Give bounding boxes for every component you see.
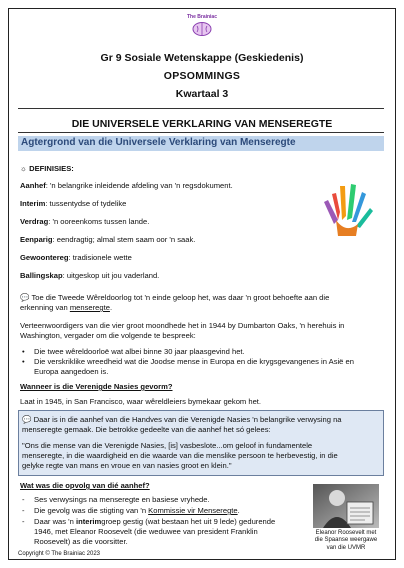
quote-intro-line2: menseregte gemaak. Die betrokke gedeelte van die aanhef het só gelees:	[22, 425, 271, 434]
definition-ballingskap: Ballingskap: uitgeskop uit jou vaderland.	[20, 271, 160, 280]
definition-interim: Interim: tussentydse of tydelike	[20, 199, 127, 208]
doc-type-title: OPSOMMINGS	[163, 70, 241, 82]
top-divider	[18, 108, 384, 109]
definition-verdrag: Verdrag: 'n ooreenkoms tussen lande.	[20, 217, 150, 226]
raised-hands-image	[318, 180, 376, 238]
photo-caption: Eleanor Roosevelt met die Spaanse weergawe van die UVMR	[314, 530, 378, 551]
definition-gewoontereg: Gewoontereg: tradisionele wette	[20, 253, 132, 262]
quote-text: "Ons die mense van die Verenigde Nasies, [is] vasbeslote...om geloof in fundamentele	[22, 441, 313, 450]
quote-intro: 💬 Daar is in die aanhef van die Handves van die Verenigde Nasies 'n belangrike verwysing na	[22, 415, 342, 424]
quote-text-line2: menseregte, in die waardigheid en die waarde van die menslike persoon te herbevestig, in die	[22, 451, 338, 460]
title-divider	[18, 132, 384, 133]
question-follow-up: Wat was die opvolg van dié aanhef?	[20, 481, 150, 490]
answer-un-formed: Laat in 1945, in San Francisco, waar wêreldleiers bymekaar gekom het.	[20, 397, 262, 406]
section-heading	[18, 136, 384, 151]
speech-bubble-icon: 💬	[20, 293, 30, 302]
term-title: Kwartaal 3	[175, 88, 229, 100]
paragraph-dumbarton: Verteenwoordigers van die vier groot moondhede het in 1944 by Dumbarton Oaks, 'n herehuis in	[20, 321, 345, 330]
definition-eenparig: Eenparig: eendragtig; almal stem saam oor 'n saak.	[20, 235, 196, 244]
paragraph-ww2: 💬 Toe die Tweede Wêreldoorlog tot 'n einde geloop het, was daar 'n groot behoefte aan die	[20, 293, 330, 302]
paragraph-ww2-line2: erkenning van menseregte.	[20, 303, 113, 312]
speech-bubble-icon: 💬	[22, 415, 32, 424]
section-heading-text: Agtergrond van die Universele Verklaring van Menseregte	[21, 137, 296, 148]
brain-icon	[191, 21, 213, 37]
subject-title: Gr 9 Sosiale Wetenskappe (Geskiedenis)	[100, 52, 304, 64]
lightbulb-icon: ☼	[20, 164, 27, 173]
question-un-formed: Wanneer is die Verenigde Nasies gevorm?	[20, 382, 173, 391]
definitions-heading: ☼ DEFINISIES:	[20, 164, 74, 173]
brainiac-logo	[178, 14, 226, 42]
copyright-notice: Copyright © The Brainiac 2023	[18, 551, 101, 557]
topic-title: DIE UNIVERSELE VERKLARING VAN MENSEREGTE	[71, 118, 333, 130]
quote-text-line3: gelyke regte van mans en vroue en van nasies groot en klein."	[22, 461, 232, 470]
definition-aanhef: Aanhef: 'n belangrike inleidende afdeling van 'n regsdokument.	[20, 181, 233, 190]
paragraph-dumbarton-line2: Washington, vergader om die volgende te bespreek:	[20, 331, 196, 340]
logo-text: The Brainiac	[186, 14, 217, 20]
eleanor-roosevelt-photo	[313, 484, 379, 528]
